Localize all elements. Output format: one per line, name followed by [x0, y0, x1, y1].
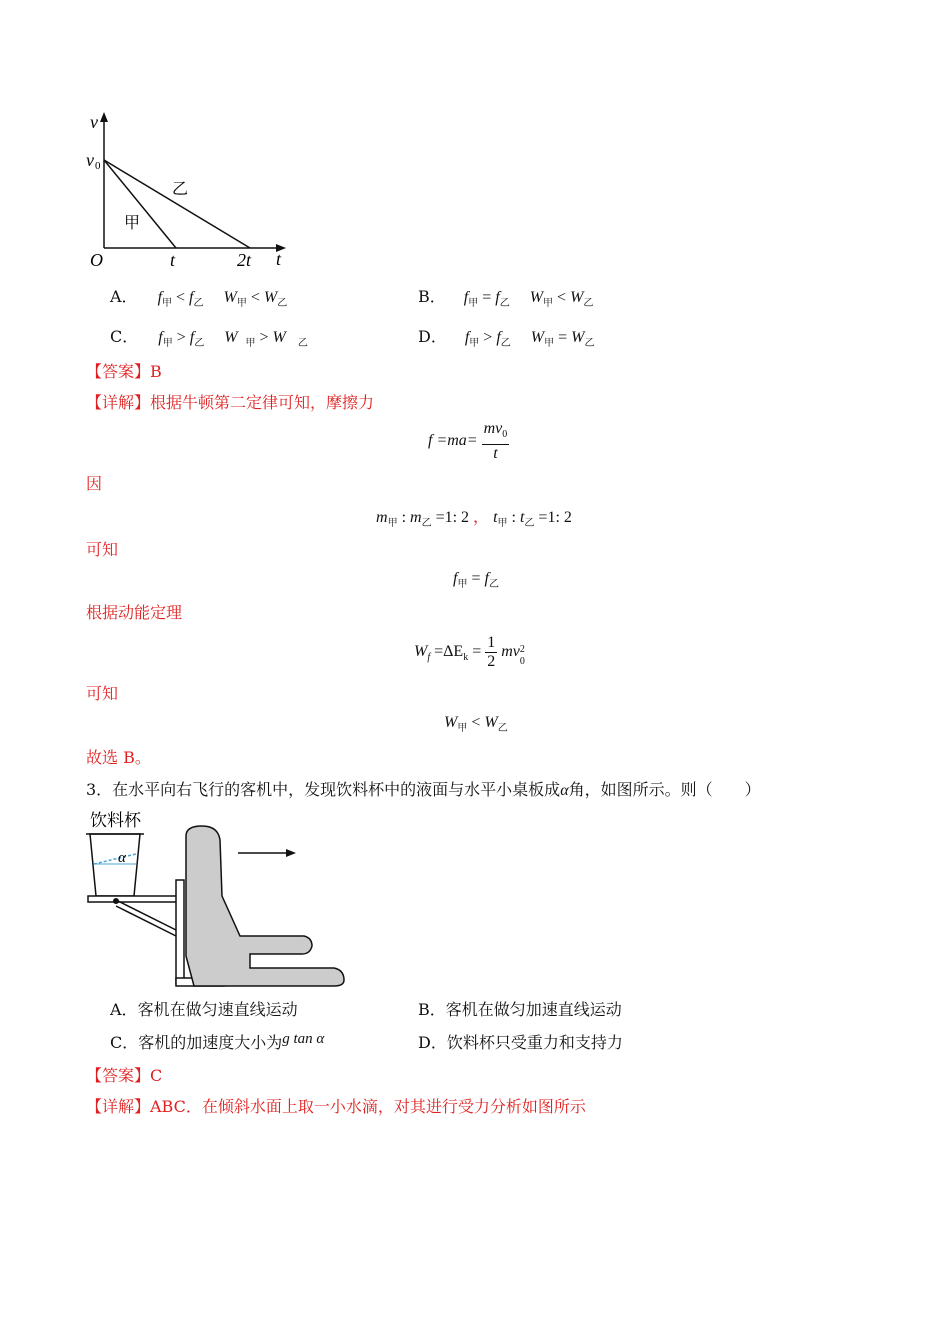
choose-text: 故选 B。 — [86, 748, 151, 767]
equation-work-energy: $W_f =\Delta E_k$ = $\frac{1}{2}$ mv 2 0 — [414, 634, 525, 670]
q3-option-b[interactable]: B．客机在做匀加速直线运动 — [418, 1000, 622, 1019]
option-letter: B． — [418, 287, 446, 306]
option-a[interactable]: A． $f_甲 < f_乙$ $W_甲 < W_乙$ — [110, 287, 288, 309]
option-letter: A． — [110, 287, 138, 306]
option-b[interactable]: B． $f_甲 = f_乙$ $W_甲 < W_乙$ — [418, 287, 594, 309]
velocity-time-graph — [80, 108, 300, 273]
know-text-2: 可知 — [86, 684, 119, 703]
v0-label: v — [86, 150, 94, 170]
q3-answer: 【答案】C — [86, 1066, 163, 1085]
theorem-text: 根据动能定理 — [86, 603, 183, 622]
q3-detail: 【详解】ABC．在倾斜水面上取一小水滴，对其进行受力分析如图所示 — [86, 1097, 586, 1116]
line-jia — [104, 160, 176, 248]
x-axis-label: t — [276, 249, 282, 269]
q2-answer: 【答案】B — [86, 362, 162, 381]
equation-ratio: $m_甲$ : $m_乙 =1$: 2 ， $t_甲$ : $t_乙 =1$: 2 — [376, 509, 572, 529]
option-d[interactable]: D． $f_甲 > f_乙$ $W_甲 = W_乙$ — [418, 327, 595, 349]
option-c[interactable]: C． $f_甲 > f_乙$ W $_甲$ > W $_乙$ — [110, 327, 308, 349]
know-text-1: 可知 — [86, 540, 119, 559]
equation-friction: f =ma= $\frac{mv_0}{t}$ — [428, 420, 508, 462]
q3-stem: 3．在水平向右飞行的客机中，发现饮料杯中的液面与水平小桌板成α角，如图所示。则（ ） — [86, 780, 761, 799]
yi-line-label: 乙 — [172, 181, 189, 198]
v0-subscript: 0 — [95, 160, 101, 172]
q3-option-a[interactable]: A．客机在做匀速直线运动 — [110, 1000, 298, 1019]
jia-line-label: 甲 — [124, 215, 141, 232]
alpha-label: α — [118, 850, 126, 866]
q2-detail: 【详解】根据牛顿第二定律可知，摩擦力 — [86, 393, 375, 412]
option-letter: C． — [110, 327, 139, 346]
t-tick-label: t — [170, 250, 176, 270]
y-axis-label: v — [90, 112, 98, 132]
equation-work-compare: $W_甲 < W_乙$ — [444, 714, 508, 734]
origin-label: O — [90, 250, 103, 270]
equation-friction-equal: $f_甲 = f_乙$ — [453, 570, 499, 590]
because-text: 因 — [86, 474, 103, 493]
option-letter: D． — [418, 327, 447, 346]
q3-option-d[interactable]: D．饮料杯只受重力和支持力 — [418, 1033, 623, 1052]
line-yi — [104, 160, 250, 248]
q3-option-c[interactable]: C．客机的加速度大小为g tan α — [110, 1031, 325, 1052]
2t-tick-label: 2t — [237, 250, 252, 270]
airplane-seat-figure — [84, 806, 354, 991]
cup-label: 饮料杯 — [90, 811, 141, 830]
